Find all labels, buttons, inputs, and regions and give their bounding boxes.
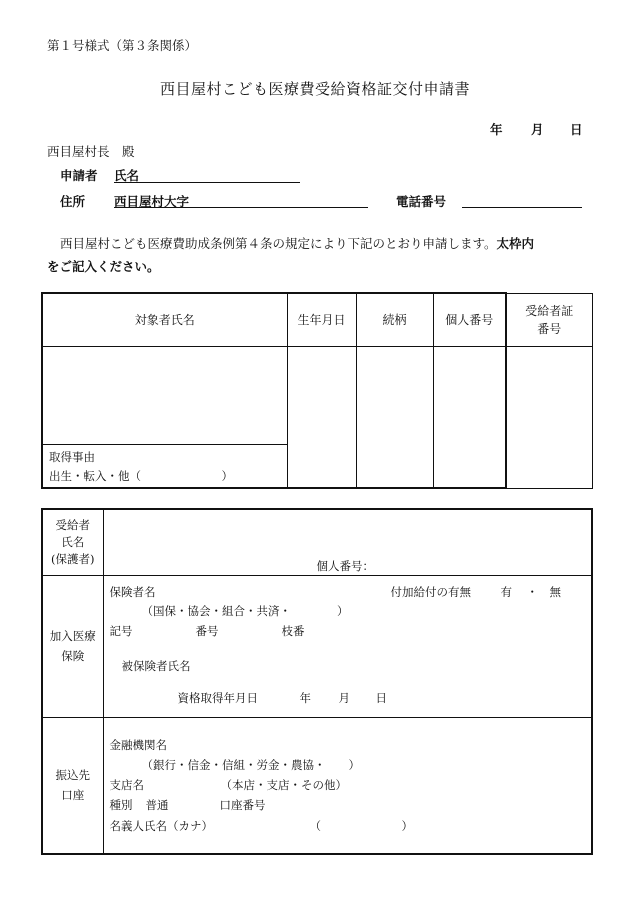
target-table xyxy=(41,292,593,489)
mynumber-cell[interactable] xyxy=(433,346,506,488)
insurance-cell[interactable] xyxy=(103,575,592,717)
birth-date-cell[interactable] xyxy=(287,346,356,488)
reason-label: 取得事由 xyxy=(49,449,95,464)
applicant-name-label: 氏名 xyxy=(114,168,140,183)
insured-name-label: 被保険者氏名 xyxy=(121,658,191,673)
header-target-name: 対象者氏名 xyxy=(42,293,287,346)
addressee: 西目屋村長 殿 xyxy=(47,144,135,159)
reason-options: 出生・転入・他（ ） xyxy=(49,468,233,483)
applicant-label: 申請者 xyxy=(60,168,98,183)
acquired-month: 月 xyxy=(338,690,350,705)
institution-label: 金融機関名 xyxy=(109,737,167,752)
institution-types: （銀行・信金・信組・労金・農協・ ） xyxy=(141,757,360,772)
form-number: 第１号様式（第３条関係） xyxy=(47,38,198,53)
recipient-mynumber-label: 個人番号： xyxy=(316,559,374,573)
insurance-label: 加入医療 保険 xyxy=(42,575,103,717)
symbol-label: 記号 xyxy=(109,623,133,638)
recipient-table xyxy=(41,508,593,855)
supplement-no[interactable]: 無 xyxy=(549,584,561,599)
holder-name-label: 名義人氏名（カナ） xyxy=(109,818,213,833)
intro-line-1: 西目屋村こども医療費助成条例第４条の規定により下記のとおり申請します。太枠内 xyxy=(60,236,535,251)
acquired-day: 日 xyxy=(375,690,387,705)
insurer-label: 保険者名 xyxy=(109,584,156,599)
branch-number-label: 枝番 xyxy=(281,623,305,638)
recipient-name-cell[interactable] xyxy=(103,509,592,575)
target-name-cell[interactable] xyxy=(42,346,287,444)
date-month: 月 xyxy=(531,122,544,137)
applicant-phone-label: 電話番号 xyxy=(396,194,447,209)
acquired-year: 年 xyxy=(299,690,311,705)
header-birth-date: 生年月日 xyxy=(287,293,356,346)
holder-name-paren: （ ） xyxy=(309,818,413,833)
date-day: 日 xyxy=(570,122,583,137)
bank-label: 振込先 口座 xyxy=(42,717,103,854)
account-number-label: 口座番号 xyxy=(219,797,266,812)
applicant-phone-field[interactable] xyxy=(462,207,582,208)
intro-line-2: をご記入ください。 xyxy=(47,259,160,274)
account-type-value: 普通 xyxy=(145,797,169,812)
applicant-address-field[interactable] xyxy=(114,207,368,208)
bank-cell[interactable] xyxy=(103,717,592,854)
applicant-name-field[interactable] xyxy=(114,182,300,183)
supplement-yes[interactable]: 有 xyxy=(500,584,512,599)
reason-cell[interactable] xyxy=(42,444,287,488)
number-label: 番号 xyxy=(195,623,219,638)
cert-number-cell xyxy=(506,346,592,488)
supplement-label: 付加給付の有無 xyxy=(390,584,471,599)
recipient-label: 受給者 氏名 (保護者) xyxy=(42,509,103,575)
applicant-address-label: 住所 xyxy=(60,194,86,209)
insurer-types: （国保・協会・組合・共済・ ） xyxy=(141,603,349,618)
supplement-separator: ・ xyxy=(526,584,538,599)
header-mynumber: 個人番号 xyxy=(433,293,506,346)
acquired-date-label: 資格取得年月日 xyxy=(177,690,258,705)
page-title: 西目屋村こども医療費受給資格証交付申請書 xyxy=(159,80,470,98)
header-relation: 続柄 xyxy=(356,293,433,346)
account-type-label: 種別 xyxy=(109,797,133,812)
applicant-address-value: 西目屋村大字 xyxy=(114,194,190,209)
relation-cell[interactable] xyxy=(356,346,433,488)
date-year: 年 xyxy=(490,122,503,137)
bank-branch-label: 支店名 xyxy=(109,777,144,792)
bank-branch-types: （本店・支店・その他） xyxy=(220,777,347,792)
header-cert-number: 受給者証 番号 xyxy=(506,293,592,346)
